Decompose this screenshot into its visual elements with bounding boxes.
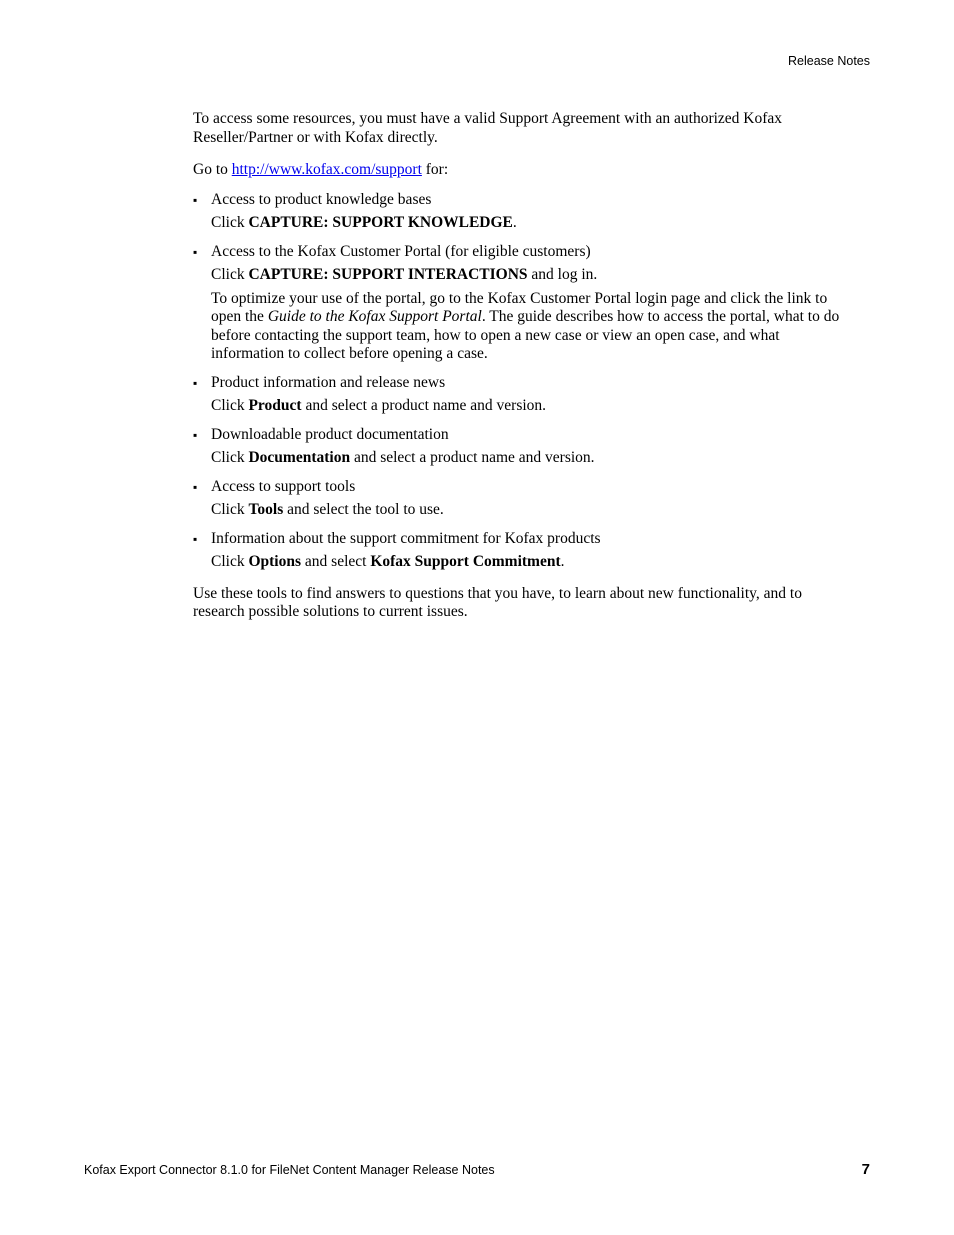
guide-title: Guide to the Kofax Support Portal (267, 308, 482, 325)
ui-term: Kofax Support Commitment (370, 553, 561, 570)
closing-paragraph: Use these tools to find answers to questions that you have, to learn about new functionality, and to research possible solutions to current issues. (193, 584, 802, 620)
page-content (193, 110, 843, 622)
list-item (193, 478, 843, 520)
item-instruction: Click Options and select Kofax Support Commitment. (211, 553, 565, 570)
bullet-icon: ▪ (193, 531, 198, 546)
item-title: Access to support tools (211, 477, 356, 495)
running-header: Release Notes (788, 54, 870, 68)
bullet-icon: ▪ (193, 427, 198, 442)
support-link[interactable]: http://www.kofax.com/support (231, 161, 422, 178)
item-title: Information about the support commitment for Kofax products (211, 529, 601, 547)
ui-term: Options (248, 553, 302, 570)
bullet-icon: ▪ (193, 192, 198, 207)
item-title: Access to product knowledge bases (211, 190, 432, 208)
ui-term: CAPTURE: SUPPORT INTERACTIONS (248, 266, 528, 283)
ui-term: Documentation (248, 449, 351, 466)
goto-paragraph (193, 161, 843, 180)
ui-term: CAPTURE: SUPPORT KNOWLEDGE (248, 214, 513, 231)
item-instruction: Click Documentation and select a product name and version. (211, 449, 595, 466)
item-title: Product information and release news (211, 373, 446, 391)
list-item (193, 191, 843, 233)
bullet-icon: ▪ (193, 375, 198, 390)
ui-term: Tools (248, 501, 284, 518)
item-instruction: Click Tools and select the tool to use. (211, 501, 444, 518)
list-item (193, 426, 843, 468)
item-title: Downloadable product documentation (211, 425, 449, 443)
item-instruction: Click CAPTURE: SUPPORT KNOWLEDGE. (211, 214, 517, 231)
list-item (193, 530, 843, 572)
bullet-icon: ▪ (193, 479, 198, 494)
item-instruction: Click Product and select a product name and version. (211, 397, 547, 414)
item-note: To optimize your use of the portal, go to the Kofax Customer Portal login page and click the link to open the Guide to the Kofax Support Portal. The guide describes how to access the portal, what to do before contacting the support team, how to open a new case or view an open case, and what information to collect before opening a case. (211, 289, 840, 362)
page-number: 7 (861, 1161, 870, 1178)
bullet-icon: ▪ (193, 244, 198, 259)
goto-prefix: Go to (193, 161, 232, 178)
list-item (193, 243, 843, 364)
list-item (193, 374, 843, 416)
footer-doc-title: Kofax Export Connector 8.1.0 for FileNet Content Manager Release Notes (84, 1163, 495, 1177)
ui-term: Product (248, 397, 302, 414)
resource-list (193, 191, 843, 572)
item-title: Access to the Kofax Customer Portal (for eligible customers) (211, 242, 591, 260)
item-instruction: Click CAPTURE: SUPPORT INTERACTIONS and log in. (211, 266, 598, 283)
intro-paragraph: To access some resources, you must have a valid Support Agreement with an authorized Kofax Reseller/Partner or with Kofax directly. (193, 110, 783, 146)
goto-suffix: for: (421, 161, 449, 178)
